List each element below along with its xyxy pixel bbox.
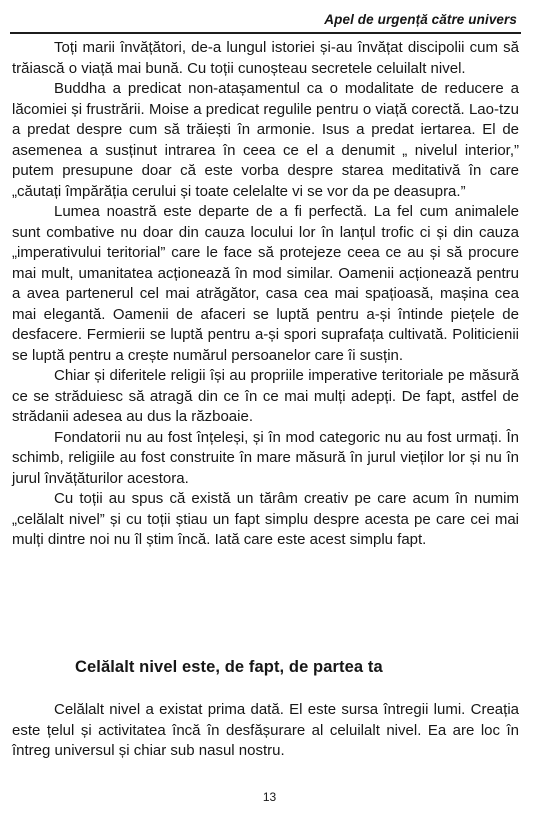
- section-text: [12, 700, 519, 762]
- body-text: [12, 38, 519, 551]
- paragraph-religions: Chiar și diferitele religii își au propriile imperative teritoriale pe măsură ce se străduiesc să atragă din ce în ce mai mulți adepți. De fapt, astfel de strădanii adesea au dus la războaie.: [12, 367, 519, 425]
- paragraph-buddha: Buddha a predicat non-atașamentul ca o modalitate de reducere a lăcomiei și frustrării. Moise a predicat regulile pentru o viață corectă. Lao-tzu a predat despre cum să trăiești în armonie. Isus a predat iertarea. El de asemenea a susținut intrarea în ceea ce el a denumit „ nivelul interior,” putem presupune doar că este vorba despre starea meditativă în care „căutați împărăția cerului și toate celelalte vi se vor da pe deasupra.”: [12, 80, 519, 200]
- paragraph-other-level: Celălalt nivel a existat prima dată. El este sursa întregii lumi. Creația este țelul și activitatea încă în desfășurare al celuilalt nivel. Ea are loc în întreg universul și chiar sub nasul nostru.: [12, 701, 519, 759]
- header-rule: [10, 32, 521, 34]
- paragraph-world: Lumea noastră este departe de a fi perfectă. La fel cum animalele sunt combative nu doar din cauza locului lor în lanțul trofic ci și din cauza „imperativului teritorial” care le face să protejeze ceea ce au și să procure mai mult, umanitatea acționează în mod similar. Oamenii acționează pentru a avea partenerul cel mai atrăgător, casa cea mai spațioasă, mașina cea mai elegantă. Oamenii de afaceri se luptă pentru a-și întinde piețele de desfacere. Fermierii se luptă pentru a-și spori suprafața cultivată. Politicienii se luptă pentru a crește numărul persoanelor care îi susțin.: [12, 203, 519, 364]
- section-heading: Celălalt nivel este, de fapt, de partea ta: [75, 658, 383, 676]
- paragraph-simple-fact: Cu toții au spus că există un tărâm creativ pe care acum în numim „celălalt nivel” și cu toții știau un fapt simplu despre acesta pe care cei mai mulți dintre noi nu îl știm încă. Iată care este acest simplu fapt.: [12, 490, 519, 548]
- running-header: Apel de urgență către univers: [324, 12, 517, 27]
- page-number: 13: [262, 790, 277, 804]
- paragraph-teachers: Toți marii învățători, de-a lungul istoriei și-au învățat discipolii cum să trăiască o viață mai bună. Cu toții cunoșteau secretele celuilalt nivel.: [12, 39, 519, 77]
- paragraph-founders: Fondatorii nu au fost înțeleși, și în mod categoric nu au fost urmați. În schimb, religiile au fost construite în mare măsură în jurul vieților lor și nu în jurul învățăturilor acestora.: [12, 428, 519, 487]
